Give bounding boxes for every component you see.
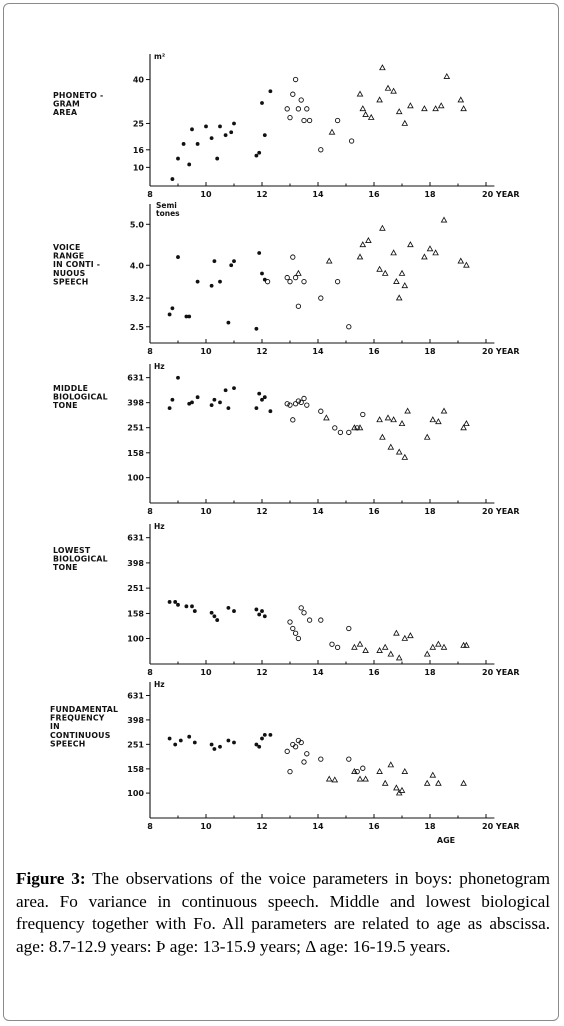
panel-3-x-tick-label: 18 — [424, 507, 436, 516]
panel-3-point-dot — [224, 388, 228, 392]
panel-2-point-triangle — [394, 279, 399, 284]
panel-2-x-tick-label: 18 — [424, 347, 436, 356]
panel-3-point-dot — [168, 406, 172, 410]
panel-4-point-triangle — [388, 651, 393, 656]
panel-4-point-circle — [296, 636, 300, 640]
panel-3-point-triangle — [441, 408, 446, 413]
panel-1-y-tick-label: 16 — [132, 145, 144, 155]
panel-5-point-triangle — [363, 776, 368, 781]
panel-3-y-tick-label: 631 — [127, 373, 144, 383]
panel-4-title-line: BIOLOGICAL — [53, 554, 108, 564]
panel-3-point-dot — [255, 406, 259, 410]
panel-2-x-tick-label: 12 — [256, 347, 268, 356]
panel-3-x-tick-label: 16 — [368, 507, 380, 516]
panel-1-point-circle — [319, 148, 323, 152]
panel-4-point-circle — [299, 606, 303, 610]
panel-4-point-circle — [335, 645, 339, 649]
panel-3-y-tick-label: 158 — [127, 448, 144, 458]
panel-5-point-triangle — [357, 776, 362, 781]
panel-1-point-circle — [307, 118, 311, 122]
panel-1-point-dot — [182, 142, 186, 146]
panel-2-point-triangle — [433, 250, 438, 255]
panel-4-point-triangle — [394, 630, 399, 635]
panel-4-point-triangle — [383, 645, 388, 650]
panel-2-point-triangle — [402, 283, 407, 288]
panel-1-point-dot — [190, 127, 194, 131]
panel-3-point-triangle — [385, 415, 390, 420]
panel-3-point-circle — [333, 426, 337, 430]
panel-2-point-triangle — [357, 254, 362, 259]
panel-3-point-triangle — [436, 419, 441, 424]
panel-3-title-line: MIDDLE — [53, 384, 89, 393]
panel-2-point-triangle — [458, 258, 463, 263]
panel-2-point-dot — [260, 272, 264, 276]
panel-4-point-circle — [319, 618, 323, 622]
panel-4-unit-label: Hz — [154, 522, 165, 531]
panel-3-x-tick-label: 20 YEAR — [482, 507, 520, 516]
panel-1-x-tick-label: 20 YEAR — [482, 190, 520, 199]
panel-5-x-tick-label: 16 — [368, 822, 380, 831]
panel-5-x-tick-label: 8 — [147, 822, 153, 831]
caption-text: The observations of the voice parameters in boys: phonetogram area. Fo variance in continuous speech. Middle and lowest biological frequency together with Fo. All parameters are related to age as abscissa. age: 8.7-12.9 years: Þ age: 13-15.9 years; Δ age: 16-19.5 years. — [16, 869, 550, 956]
panel-2-y-tick-label: 2.5 — [129, 322, 144, 332]
panel-4-title-line: LOWEST — [53, 546, 91, 555]
panel-1-point-dot — [218, 124, 222, 128]
panel-4-y-tick-label: 251 — [127, 584, 144, 594]
panel-5-point-triangle — [436, 781, 441, 786]
panel-5-point-circle — [305, 752, 309, 756]
panel-1-x-tick-label: 16 — [368, 190, 380, 199]
panel-4-point-triangle — [363, 648, 368, 653]
panel-5-point-circle — [302, 760, 306, 764]
panel-3-x-tick-label: 8 — [147, 507, 153, 516]
panel-2-point-dot — [176, 255, 180, 259]
panel-4-point-triangle — [402, 636, 407, 641]
panel-4-point-triangle — [352, 645, 357, 650]
panel-4-point-triangle — [377, 648, 382, 653]
panel-3-point-dot — [210, 403, 214, 407]
panel-5-point-dot — [187, 735, 191, 739]
panel-5-point-triangle — [332, 777, 337, 782]
panel-5-point-triangle — [327, 776, 332, 781]
panel-1-point-triangle — [357, 91, 362, 96]
panel-3-point-circle — [319, 409, 323, 413]
panel-1-point-circle — [335, 118, 339, 122]
panel-5-title-line: CONTINUOUS — [50, 730, 111, 740]
panel-2-point-dot — [257, 251, 261, 255]
panel-4-point-triangle — [436, 641, 441, 646]
panel-1-point-triangle — [461, 106, 466, 111]
panel-2-point-triangle — [296, 271, 301, 276]
panel-1-point-circle — [349, 139, 353, 143]
panel-1-point-dot — [269, 89, 273, 93]
panel-3-point-circle — [347, 430, 351, 434]
panel-3-point-dot — [190, 400, 194, 404]
panel-3-point-dot — [176, 376, 180, 380]
panel-5-point-dot — [260, 737, 264, 741]
panel-4-point-dot — [176, 603, 180, 607]
panel-4-point-circle — [293, 631, 297, 635]
panel-2-point-dot — [218, 280, 222, 284]
panel-2-y-tick-label: 3.2 — [129, 294, 144, 304]
panel-4-y-tick-label: 631 — [127, 533, 144, 543]
panel-1-point-dot — [263, 133, 267, 137]
panel-3-point-circle — [361, 412, 365, 416]
panel-4-x-tick-label: 8 — [147, 668, 153, 677]
panel-2-point-triangle — [366, 238, 371, 243]
panel-5-y-tick-label: 398 — [127, 715, 144, 725]
panel-5-point-circle — [288, 769, 292, 773]
panel-2-point-dot — [210, 284, 214, 288]
panel-2-point-circle — [319, 296, 323, 300]
panel-2-point-circle — [291, 255, 295, 259]
panel-5-point-dot — [227, 739, 231, 743]
panel-2-title-line: NUOUS — [53, 268, 86, 278]
panel-2-point-triangle — [327, 258, 332, 263]
panel-2-x-tick-label: 20 YEAR — [482, 347, 520, 356]
panel-1-point-dot — [187, 163, 191, 167]
panel-4-point-dot — [173, 600, 177, 604]
panel-4-y-tick-label: 158 — [127, 609, 144, 619]
panel-2-point-circle — [293, 275, 297, 279]
panel-3-point-triangle — [425, 435, 430, 440]
panel-3-point-dot — [196, 395, 200, 399]
panel-2-point-triangle — [422, 254, 427, 259]
panel-2-title-line: IN CONTI - — [53, 260, 101, 270]
panel-5-y-tick-label: 100 — [127, 789, 144, 799]
panel-5-point-triangle — [399, 788, 404, 793]
panel-3-point-triangle — [388, 444, 393, 449]
panel-2-point-triangle — [377, 267, 382, 272]
panel-3-y-tick-label: 398 — [127, 398, 144, 408]
panel-1-point-dot — [255, 154, 259, 158]
panel-4-point-circle — [330, 642, 334, 646]
panel-5-x-tick-label: 12 — [256, 822, 268, 831]
panel-3-point-dot — [213, 398, 217, 402]
panel-1-unit-label: m² — [154, 52, 166, 61]
panel-5-point-dot — [168, 737, 172, 741]
panel-2-unit-label: Semi — [156, 201, 177, 210]
panel-4-point-dot — [232, 609, 236, 613]
panel-5-x-title: AGE — [436, 836, 456, 845]
panel-1-point-triangle — [408, 103, 413, 108]
panel-5-point-triangle — [383, 781, 388, 786]
panel-1-point-dot — [204, 124, 208, 128]
panel-1-point-dot — [176, 157, 180, 161]
panel-4-point-dot — [193, 609, 197, 613]
caption-label: Figure 3: — [16, 869, 86, 888]
panel-4-point-triangle — [397, 655, 402, 660]
panel-2-point-circle — [265, 279, 269, 283]
panel-4-point-dot — [185, 604, 189, 608]
panel-1-point-triangle — [329, 129, 334, 134]
panel-3-point-dot — [227, 406, 231, 410]
panel-1-point-circle — [299, 98, 303, 102]
panel-2-point-circle — [302, 279, 306, 283]
panel-3-point-circle — [302, 396, 306, 400]
panel-5-title-line: SPEECH — [50, 739, 86, 749]
panel-3-point-circle — [291, 418, 295, 422]
panel-1-point-dot — [171, 177, 175, 181]
panel-5-point-dot — [173, 743, 177, 747]
panel-2-point-triangle — [397, 295, 402, 300]
panel-5-point-dot — [263, 733, 267, 737]
panel-2-x-tick-label: 10 — [200, 347, 212, 356]
panel-2-point-triangle — [464, 262, 469, 267]
panel-5-title-line: IN — [50, 722, 60, 732]
panel-1-x-tick-label: 12 — [256, 190, 268, 199]
panel-1-point-circle — [296, 107, 300, 111]
panel-1-point-triangle — [433, 106, 438, 111]
panel-3-x-tick-label: 10 — [200, 507, 212, 516]
panel-1-point-triangle — [391, 88, 396, 93]
panel-1-point-triangle — [385, 86, 390, 91]
panel-3-point-triangle — [402, 455, 407, 460]
panel-4-point-circle — [291, 626, 295, 630]
panel-1-point-triangle — [402, 121, 407, 126]
panel-5-point-triangle — [388, 762, 393, 767]
panel-1-point-circle — [302, 118, 306, 122]
panel-1-point-dot — [257, 151, 261, 155]
panel-1-point-circle — [305, 107, 309, 111]
panel-2-point-triangle — [399, 271, 404, 276]
panel-5-title-line: FUNDAMENTAL — [50, 705, 119, 714]
panel-5-point-circle — [285, 749, 289, 753]
panel-3-point-triangle — [380, 435, 385, 440]
panel-4-point-dot — [227, 606, 231, 610]
panel-2-x-tick-label: 16 — [368, 347, 380, 356]
panel-2-point-dot — [232, 259, 236, 263]
panel-5-x-tick-label: 10 — [200, 822, 212, 831]
panel-4-y-tick-label: 398 — [127, 558, 144, 568]
panel-4-point-dot — [215, 618, 219, 622]
panel-1-y-tick-label: 10 — [132, 163, 144, 173]
panel-4-x-tick-label: 20 YEAR — [482, 668, 520, 677]
panel-2-unit-label: tones — [156, 209, 180, 218]
panel-3-point-circle — [338, 430, 342, 434]
panel-4-point-dot — [213, 614, 217, 618]
panel-2-point-triangle — [408, 242, 413, 247]
panel-4-title-line: TONE — [53, 563, 78, 573]
panel-5-x-tick-label: 14 — [312, 822, 324, 831]
panel-1-point-triangle — [369, 115, 374, 120]
panel-3-point-dot — [263, 395, 267, 399]
panel-2-point-dot — [187, 315, 191, 319]
panel-2-point-dot — [168, 313, 172, 317]
panel-4-point-triangle — [430, 645, 435, 650]
panel-2-y-tick-label: 5.0 — [129, 220, 144, 230]
panel-3-point-triangle — [397, 449, 402, 454]
panel-4-point-circle — [288, 620, 292, 624]
panel-2-x-tick-label: 14 — [312, 347, 324, 356]
panel-3-x-tick-label: 14 — [312, 507, 324, 516]
panel-2-point-triangle — [360, 242, 365, 247]
panel-5-point-dot — [193, 741, 197, 745]
panel-2-point-triangle — [441, 217, 446, 222]
panel-3-point-dot — [232, 386, 236, 390]
panel-5-y-tick-label: 631 — [127, 691, 144, 701]
panel-5-point-dot — [257, 745, 261, 749]
panel-5-point-triangle — [461, 781, 466, 786]
panel-1-x-tick-label: 14 — [312, 190, 324, 199]
panel-2-point-triangle — [427, 246, 432, 251]
panel-3-point-triangle — [377, 417, 382, 422]
panel-4-point-dot — [190, 604, 194, 608]
panel-5-y-tick-label: 158 — [127, 764, 144, 774]
panel-5-point-triangle — [430, 772, 435, 777]
panel-4-point-dot — [257, 613, 261, 617]
panel-1-point-triangle — [439, 103, 444, 108]
panel-1-title-line: GRAM — [53, 99, 80, 109]
panel-3-title-line: BIOLOGICAL — [53, 392, 108, 402]
panel-4-x-tick-label: 18 — [424, 668, 436, 677]
panel-2-title-line: VOICE — [53, 243, 81, 252]
panel-4-point-triangle — [357, 641, 362, 646]
panel-1-x-tick-label: 10 — [200, 190, 212, 199]
panel-5-x-tick-label: 18 — [424, 822, 436, 831]
panel-3-point-circle — [305, 403, 309, 407]
panel-3-point-triangle — [464, 421, 469, 426]
panel-2-point-dot — [255, 327, 259, 331]
panel-2-point-dot — [227, 321, 231, 325]
panel-3-point-triangle — [405, 408, 410, 413]
panel-4-point-dot — [263, 614, 267, 618]
panel-5-x-tick-label: 20 YEAR — [482, 822, 520, 831]
panel-1-x-tick-label: 18 — [424, 190, 436, 199]
panel-1-point-dot — [260, 101, 264, 105]
panel-1-point-triangle — [397, 109, 402, 114]
panel-1-point-triangle — [458, 97, 463, 102]
panel-1-point-triangle — [360, 106, 365, 111]
panel-3-point-dot — [171, 398, 175, 402]
panel-5-point-dot — [210, 743, 214, 747]
panel-1-point-triangle — [363, 112, 368, 117]
panel-3-point-dot — [257, 392, 261, 396]
panel-1-point-triangle — [422, 106, 427, 111]
panel-3-point-triangle — [430, 417, 435, 422]
panel-5-point-triangle — [377, 769, 382, 774]
panel-1-title-line: PHONETO - — [53, 91, 104, 100]
panel-4-x-tick-label: 10 — [200, 668, 212, 677]
panel-5-point-triangle — [425, 781, 430, 786]
panel-2-point-dot — [196, 280, 200, 284]
panel-1-point-dot — [232, 122, 236, 126]
panel-2-point-circle — [296, 304, 300, 308]
panel-1-point-circle — [291, 92, 295, 96]
panel-3-y-tick-label: 100 — [127, 473, 144, 483]
panel-3-unit-label: Hz — [154, 362, 165, 371]
panel-3-x-tick-label: 12 — [256, 507, 268, 516]
panel-1-point-dot — [215, 157, 219, 161]
panel-1-point-triangle — [380, 65, 385, 70]
panel-5-title-line: FREQUENCY — [50, 713, 105, 723]
panel-1-title-line: AREA — [53, 108, 78, 118]
panel-3-point-circle — [293, 402, 297, 406]
panel-4-point-triangle — [425, 651, 430, 656]
panel-1-point-triangle — [377, 97, 382, 102]
panel-3-point-triangle — [399, 421, 404, 426]
panel-4-x-tick-label: 16 — [368, 668, 380, 677]
panel-1-point-dot — [229, 130, 233, 134]
panel-4-x-tick-label: 14 — [312, 668, 324, 677]
panel-3-title-line: TONE — [53, 401, 78, 411]
panel-5-point-dot — [179, 739, 183, 743]
panel-2-point-circle — [288, 279, 292, 283]
panel-2-point-triangle — [383, 271, 388, 276]
panel-5-point-dot — [218, 745, 222, 749]
panel-5-point-dot — [232, 741, 236, 745]
panel-5-y-tick-label: 251 — [127, 740, 144, 750]
panel-3-y-tick-label: 251 — [127, 423, 144, 433]
panel-1-x-tick-label: 8 — [147, 190, 153, 199]
panel-2-point-dot — [171, 306, 175, 310]
panel-2-point-dot — [229, 263, 233, 267]
panel-5-point-triangle — [394, 785, 399, 790]
figure-caption — [16, 868, 550, 958]
panel-5-point-circle — [361, 766, 365, 770]
panel-4-point-dot — [168, 600, 172, 604]
panel-1-y-tick-label: 40 — [132, 75, 144, 85]
panel-2-point-dot — [213, 259, 217, 263]
panel-1-point-triangle — [444, 74, 449, 79]
panel-3-point-dot — [269, 409, 273, 413]
panel-1-point-dot — [224, 133, 228, 137]
panel-3-point-triangle — [324, 415, 329, 420]
panel-2-y-tick-label: 4.0 — [129, 261, 144, 271]
panel-4-point-circle — [347, 626, 351, 630]
panel-5-point-dot — [213, 747, 217, 751]
panel-1-point-circle — [288, 115, 292, 119]
panel-1-point-dot — [196, 142, 200, 146]
panel-4-point-triangle — [441, 645, 446, 650]
panel-5-unit-label: Hz — [154, 680, 165, 689]
panel-4-y-tick-label: 100 — [127, 634, 144, 644]
panel-5-point-dot — [269, 733, 273, 737]
panel-4-x-tick-label: 12 — [256, 668, 268, 677]
panel-2-point-circle — [347, 325, 351, 329]
panel-4-point-circle — [307, 618, 311, 622]
panel-2-title-line: SPEECH — [53, 277, 89, 287]
panel-4-point-dot — [260, 609, 264, 613]
panel-1-point-circle — [293, 77, 297, 81]
panel-4-point-circle — [302, 611, 306, 615]
panel-5-point-circle — [347, 757, 351, 761]
panel-4-point-dot — [255, 608, 259, 612]
panel-3-point-dot — [218, 400, 222, 404]
panel-2-x-tick-label: 8 — [147, 347, 153, 356]
panel-2-title-line: RANGE — [53, 251, 85, 261]
panel-1-y-tick-label: 25 — [132, 119, 144, 129]
panel-4-point-dot — [210, 611, 214, 615]
panel-2-point-circle — [285, 275, 289, 279]
panel-2-point-triangle — [380, 226, 385, 231]
panel-5-point-circle — [319, 757, 323, 761]
panel-2-point-circle — [335, 279, 339, 283]
panel-1-point-dot — [210, 136, 214, 140]
panel-2-point-triangle — [391, 250, 396, 255]
panel-3-point-triangle — [391, 417, 396, 422]
panel-5-point-triangle — [402, 769, 407, 774]
panel-4-point-triangle — [408, 633, 413, 638]
panel-1-point-circle — [285, 107, 289, 111]
